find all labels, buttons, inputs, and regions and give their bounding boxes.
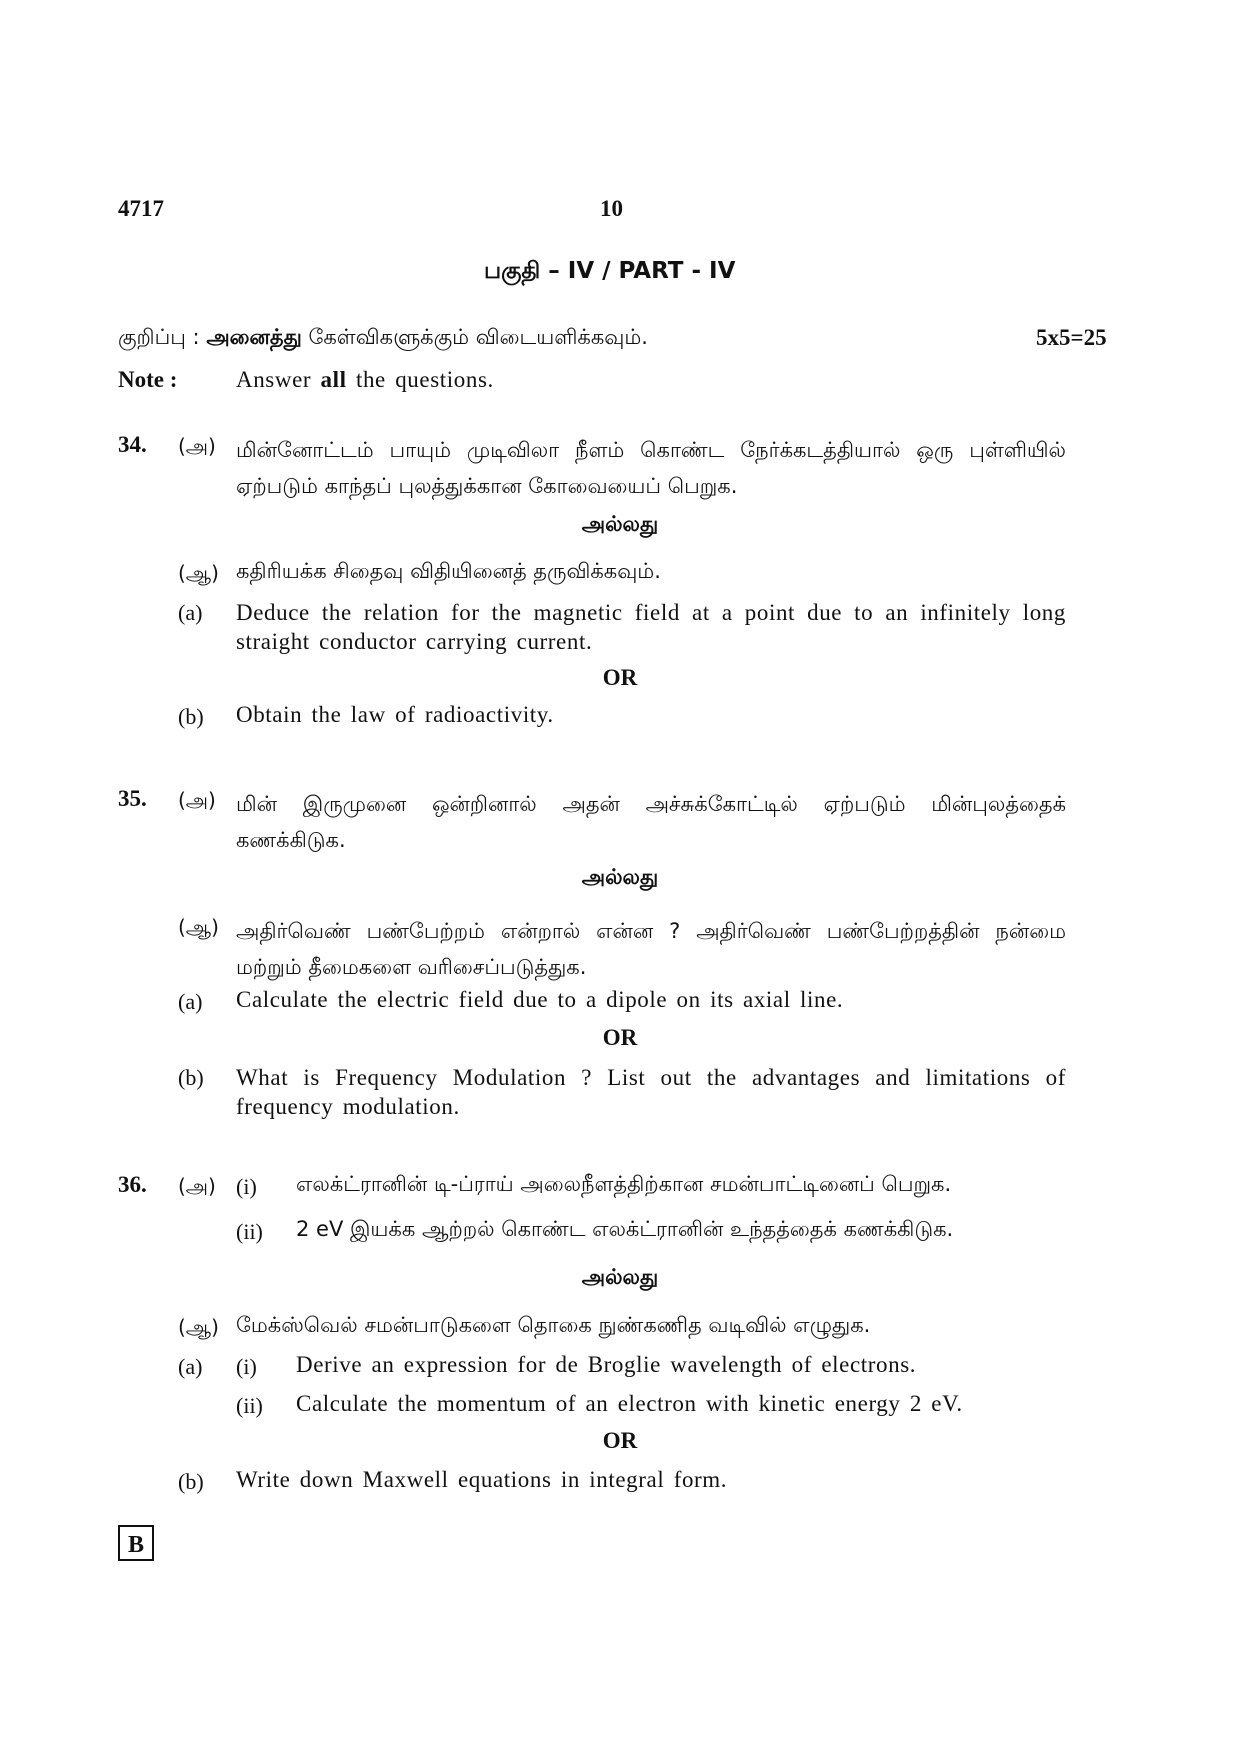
or-tamil-36: அல்லது xyxy=(581,1265,659,1289)
question-34-tamil-b: கதிரியக்க சிதைவு விதியினைத் தருவிக்கவும். xyxy=(236,559,661,583)
question-34-tamil-b-label: (ஆ) xyxy=(178,561,219,585)
paper-code: 4717 xyxy=(118,196,164,221)
question-36-tamil-a-label: (அ) xyxy=(178,1174,216,1198)
note-tamil-text: கேள்விகளுக்கும் விடையளிக்கவும். xyxy=(308,325,648,349)
question-35-number: 35. xyxy=(118,786,147,811)
or-english-36: OR xyxy=(602,1428,638,1453)
question-36-en-a-ii-label: (ii) xyxy=(236,1393,263,1418)
question-36-tamil-a-i-label: (i) xyxy=(236,1174,257,1199)
or-english-35: OR xyxy=(602,1025,638,1050)
question-36-en-a-i: Derive an expression for de Broglie wavelength of electrons. xyxy=(296,1352,917,1377)
series-box: B xyxy=(118,1525,154,1561)
question-35-en-b-label: (b) xyxy=(178,1065,204,1090)
note-tamil-bold: அனைத்து xyxy=(206,325,302,349)
question-36-tamil-b-label: (ஆ) xyxy=(178,1315,219,1339)
or-tamil-34: அல்லது xyxy=(581,512,659,536)
note-english-label: Note : xyxy=(118,367,178,392)
question-34-tamil-a: மின்னோட்டம் பாயும் முடிவிலா நீளம் கொண்ட நேர்க்கடத்தியால் ஒரு புள்ளியில் ஏற்படும் காந்தப் புலத்துக்கான கோவையைப் பெறுக. xyxy=(236,438,1066,498)
question-36-tamil-a-ii: 2 eV இயக்க ஆற்றல் கொண்ட எலக்ட்ரானின் உந்தத்தைக் கணக்கிடுக. xyxy=(296,1217,954,1241)
question-34-number: 34. xyxy=(118,432,147,457)
question-35-en-a-label: (a) xyxy=(178,989,203,1014)
question-34-en-b: Obtain the law of radioactivity. xyxy=(236,702,554,727)
question-36-en-b: Write down Maxwell equations in integral form. xyxy=(236,1467,728,1492)
question-36-en-a-ii: Calculate the momentum of an electron with kinetic energy 2 eV. xyxy=(296,1391,963,1416)
marks-total: 5x5=25 xyxy=(1036,325,1107,350)
question-36-en-a-i-label: (i) xyxy=(236,1354,257,1379)
question-34-en-a-label: (a) xyxy=(178,600,203,625)
question-36-tamil-a-i: எலக்ட்ரானின் டி-ப்ராய் அலைநீளத்திற்கான சமன்பாட்டினைப் பெறுக. xyxy=(296,1172,952,1196)
question-34-tamil-a-label: (அ) xyxy=(178,434,216,458)
question-35-en-b: What is Frequency Modulation ? List out the advantages and limitations of frequency modulation. xyxy=(236,1065,1066,1119)
question-34-en-b-label: (b) xyxy=(178,704,204,729)
note-english-bold: all xyxy=(320,367,347,392)
question-35-tamil-a: மின் இருமுனை ஒன்றினால் அதன் அச்சுக்கோட்டில் ஏற்படும் மின்புலத்தைக் கணக்கிடுக. xyxy=(236,792,1066,852)
question-36-tamil-b: மேக்ஸ்வெல் சமன்பாடுகளை தொகை நுண்கணித வடிவில் எழுதுக. xyxy=(236,1313,871,1337)
or-english-34: OR xyxy=(602,665,638,690)
part-title: பகுதி – IV / PART - IV xyxy=(484,258,736,284)
note-english-post: the questions. xyxy=(355,367,494,392)
note-tamil-label: குறிப்பு : xyxy=(118,325,200,349)
note-tamil xyxy=(118,325,648,352)
question-36-tamil-a-ii-label: (ii) xyxy=(236,1219,263,1244)
page-number: 10 xyxy=(600,196,623,221)
question-35-en-a: Calculate the electric field due to a dipole on its axial line. xyxy=(236,987,844,1012)
question-34-en-a: Deduce the relation for the magnetic field at a point due to an infinitely long straight conductor carrying current. xyxy=(236,600,1066,654)
question-35-tamil-b-label: (ஆ) xyxy=(178,915,219,939)
note-english xyxy=(236,367,494,393)
question-36-en-a-label: (a) xyxy=(178,1354,203,1379)
question-36-en-b-label: (b) xyxy=(178,1469,204,1494)
question-35-tamil-b: அதிர்வெண் பண்பேற்றம் என்றால் என்ன ? அதிர்வெண் பண்பேற்றத்தின் நன்மை மற்றும் தீமைகளை வரிசைப்படுத்துக. xyxy=(236,919,1066,979)
note-english-pre: Answer xyxy=(236,367,312,392)
question-35-tamil-a-label: (அ) xyxy=(178,788,216,812)
or-tamil-35: அல்லது xyxy=(581,865,659,889)
question-36-number: 36. xyxy=(118,1172,147,1197)
